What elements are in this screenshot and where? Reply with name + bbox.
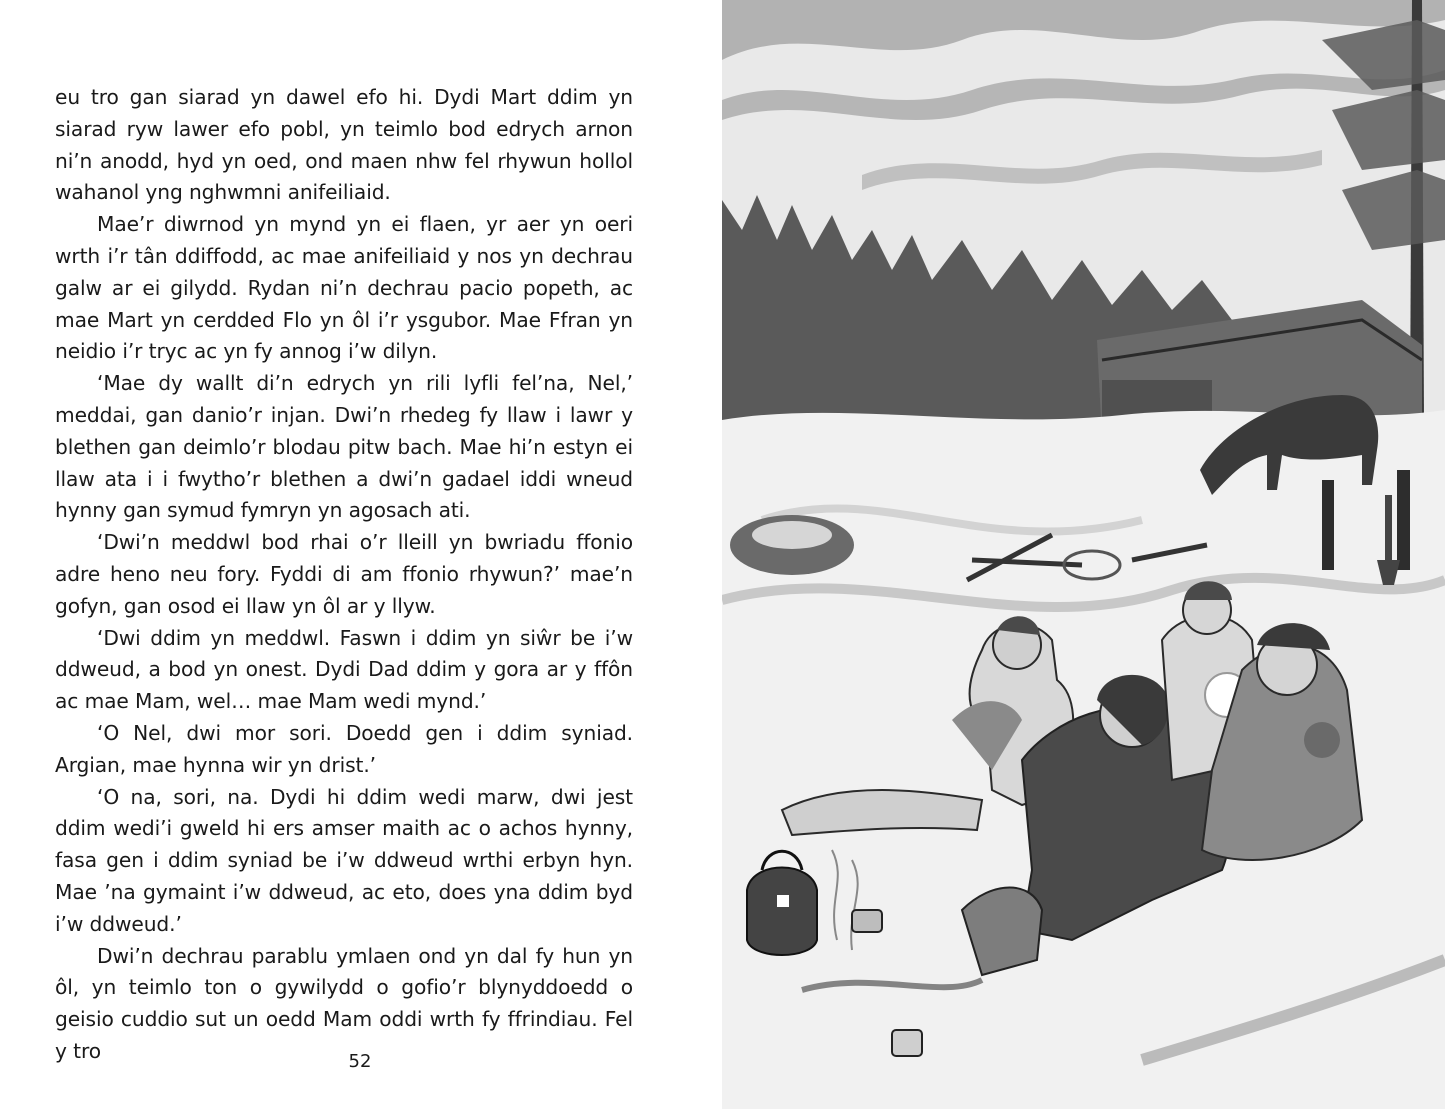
- paragraph-5: ‘Dwi ddim yn meddwl. Faswn i ddim yn siŵr be i’w ddweud, a bod yn onest. Dydi Dad ddim y gora ar y ffôn ac mae Mam, wel… mae Mam wedi mynd.’: [55, 625, 633, 714]
- paragraph-7: ‘O na, sori, na. Dydi hi ddim wedi marw, dwi jest ddim wedi’i gweld hi ers amser maith ac o achos hynny, fasa gen i ddim syniad be i’w ddweud wrthi erbyn hyn. Mae ’na gymaint i’w ddweud, ac eto, does yna ddim byd i’w ddweud.’: [55, 784, 633, 936]
- paragraph-3: ‘Mae dy wallt di’n edrych yn rili lyfli fel’na, Nel,’ meddai, gan danio’r injan. Dwi’n rhedeg fy llaw i lawr y blethen gan deimlo’r blodau pitw bach. Mae hi’n estyn ei llaw ata i i fwytho’r blethen a dwi’n gadael iddi wneud hynny gan symud fymryn yn agosach ati.: [55, 371, 633, 523]
- paragraph-4: ‘Dwi’n meddwl bod rhai o’r lleill yn bwriadu ffonio adre heno neu fory. Fyddi di am ffonio rhywun?’ mae’n gofyn, gan osod ei llaw yn ôl ar y llyw.: [55, 530, 633, 618]
- paragraph-2: Mae’r diwrnod yn mynd yn ei flaen, yr aer yn oeri wrth i’r tân ddiffodd, ac mae anifeiliaid y nos yn dechrau galw ar ei gilydd. Rydan ni’n dechrau pacio popeth, ac mae Mart yn cerdded Flo yn ôl i’r ysgubor. Mae Ffran yn neidio i’r tryc ac yn fy annog i’w dilyn.: [55, 212, 633, 364]
- cup-2: [892, 1030, 922, 1056]
- illustration-page: [722, 0, 1445, 1109]
- campsite-illustration: [722, 0, 1445, 1109]
- page-number: 52: [348, 1051, 372, 1072]
- cup: [852, 910, 882, 932]
- left-page: [0, 0, 722, 1109]
- paragraph-6: ‘O Nel, dwi mor sori. Doedd gen i ddim syniad. Argian, mae hynna wir yn drist.’: [55, 720, 633, 777]
- paragraph-8: Dwi’n dechrau parablu ymlaen ond yn dal fy hun yn ôl, yn teimlo ton o gywilydd o gofio’r blynyddoedd o geisio cuddio sut un oedd Mam oddi wrth fy ffrindiau. Fel y tro: [55, 943, 633, 1063]
- paragraph-1: eu tro gan siarad yn dawel efo hi. Dydi Mart ddim yn siarad ryw lawer efo pobl, yn teimlo bod edrych arnon ni’n anodd, hyd yn oed, ond maen nhw fel rhywun hollol wahanol yng nghwmni anifeiliaid.: [55, 85, 633, 205]
- body-text: [55, 82, 633, 1068]
